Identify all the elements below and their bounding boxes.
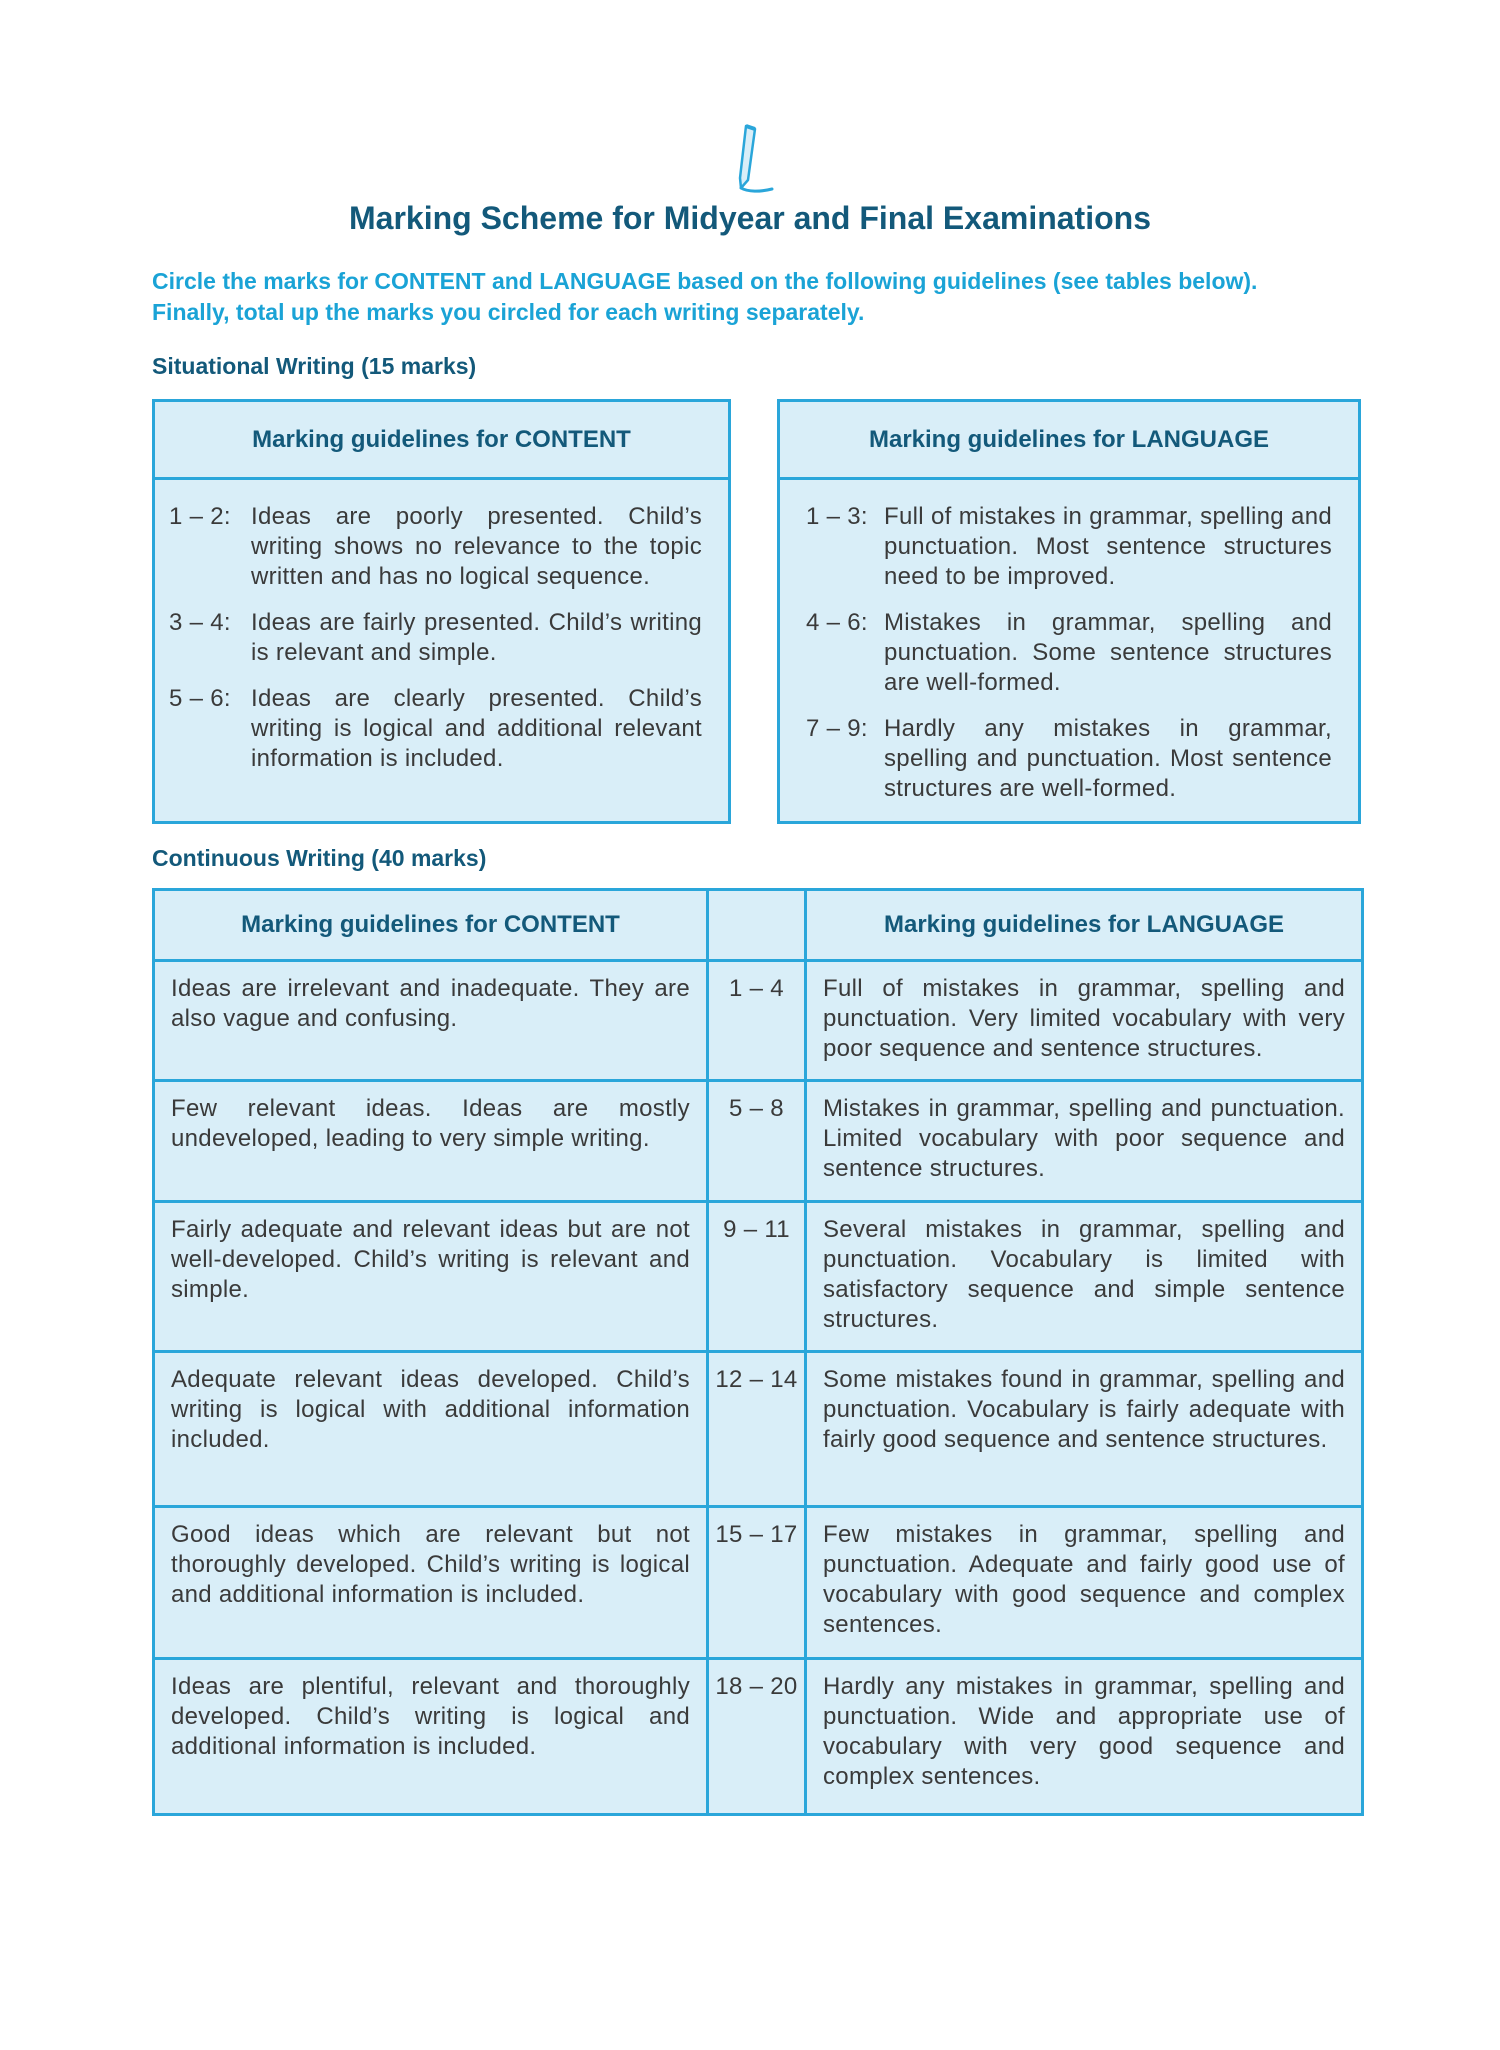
list-item [169,502,702,592]
continuous-writing-heading: Continuous Writing (40 marks) [152,845,487,871]
language-cell: Full of mistakes in grammar, spelling and punctuation. Very limited vocabulary with very poor sequence and sentence structures. [806,961,1363,1081]
table-row [154,1659,1363,1815]
mark-range: 4 – 6: [806,609,868,636]
content-cell: Few relevant ideas. Ideas are mostly undeveloped, leading to very simple writing. [154,1081,708,1202]
list-item [806,502,1332,592]
table-row [154,1352,1363,1507]
situational-writing-heading: Situational Writing (15 marks) [152,353,477,379]
list-item [169,608,702,668]
content-cell: Adequate relevant ideas developed. Child’s writing is logical with additional information included. [154,1352,708,1507]
criteria-text: Hardly any mistakes in grammar, spelling and punctuation. Most sentence structures are well-formed. [884,715,1332,802]
language-cell: Few mistakes in grammar, spelling and punctuation. Adequate and fairly good use of vocabulary with good sequence and complex sentences. [806,1507,1363,1659]
content-cell: Ideas are plentiful, relevant and thoroughly developed. Child’s writing is logical and additional information is included. [154,1659,708,1815]
criteria-text: Ideas are fairly presented. Child’s writing is relevant and simple. [251,609,702,666]
list-item [806,608,1332,698]
table-row [154,961,1363,1081]
instructions-line-2: Finally, total up the marks you circled for each writing separately. [152,299,865,325]
content-cell: Ideas are irrelevant and inadequate. They are also vague and confusing. [154,961,708,1081]
mark-range: 1 – 2: [169,503,231,530]
content-cell: Fairly adequate and relevant ideas but are not well-developed. Child’s writing is relevant and simple. [154,1202,708,1352]
pen-icon [726,122,780,198]
table-header-row [154,890,1363,961]
language-cell: Some mistakes found in grammar, spelling and punctuation. Vocabulary is fairly adequate with fairly good sequence and sentence structures. [806,1352,1363,1507]
language-cell: Several mistakes in grammar, spelling and punctuation. Vocabulary is limited with satisfactory sequence and simple sentence structures. [806,1202,1363,1352]
situational-content-box [152,399,731,824]
content-cell: Good ideas which are relevant but not thoroughly developed. Child’s writing is logical and additional information is included. [154,1507,708,1659]
language-column-header: Marking guidelines for LANGUAGE [806,890,1363,961]
criteria-text: Full of mistakes in grammar, spelling and punctuation. Most sentence structures need to be improved. [884,503,1332,590]
criteria-text: Ideas are poorly presented. Child’s writing shows no relevance to the topic written and has no logical sequence. [251,503,702,590]
continuous-writing-table [152,888,1364,1816]
marks-cell: 18 – 20 [708,1659,806,1815]
mark-range: 7 – 9: [806,715,868,742]
marks-cell: 15 – 17 [708,1507,806,1659]
mark-range: 1 – 3: [806,503,868,530]
situational-content-list [155,480,728,774]
mark-range: 5 – 6: [169,685,231,712]
content-column-header: Marking guidelines for CONTENT [154,890,708,961]
situational-content-header: Marking guidelines for CONTENT [155,402,728,480]
instructions-line-1: Circle the marks for CONTENT and LANGUAGE based on the following guidelines (see tables below). [152,268,1258,294]
situational-language-box [777,399,1361,824]
table-row [154,1507,1363,1659]
marks-cell: 5 – 8 [708,1081,806,1202]
marks-cell: 12 – 14 [708,1352,806,1507]
situational-language-header: Marking guidelines for LANGUAGE [780,402,1358,480]
marks-column-header [708,890,806,961]
table-row [154,1081,1363,1202]
mark-range: 3 – 4: [169,609,231,636]
situational-language-list [780,480,1358,804]
marks-cell: 9 – 11 [708,1202,806,1352]
page-title: Marking Scheme for Midyear and Final Examinations [349,200,1151,236]
table-row [154,1202,1363,1352]
language-cell: Mistakes in grammar, spelling and punctuation. Limited vocabulary with poor sequence and sentence structures. [806,1081,1363,1202]
criteria-text: Mistakes in grammar, spelling and punctuation. Some sentence structures are well-formed. [884,609,1332,696]
list-item [806,714,1332,804]
instructions [152,266,1372,328]
marks-cell: 1 – 4 [708,961,806,1081]
list-item [169,684,702,774]
language-cell: Hardly any mistakes in grammar, spelling and punctuation. Wide and appropriate use of vocabulary with very good sequence and complex sentences. [806,1659,1363,1815]
criteria-text: Ideas are clearly presented. Child’s writing is logical and additional relevant information is included. [251,685,702,772]
